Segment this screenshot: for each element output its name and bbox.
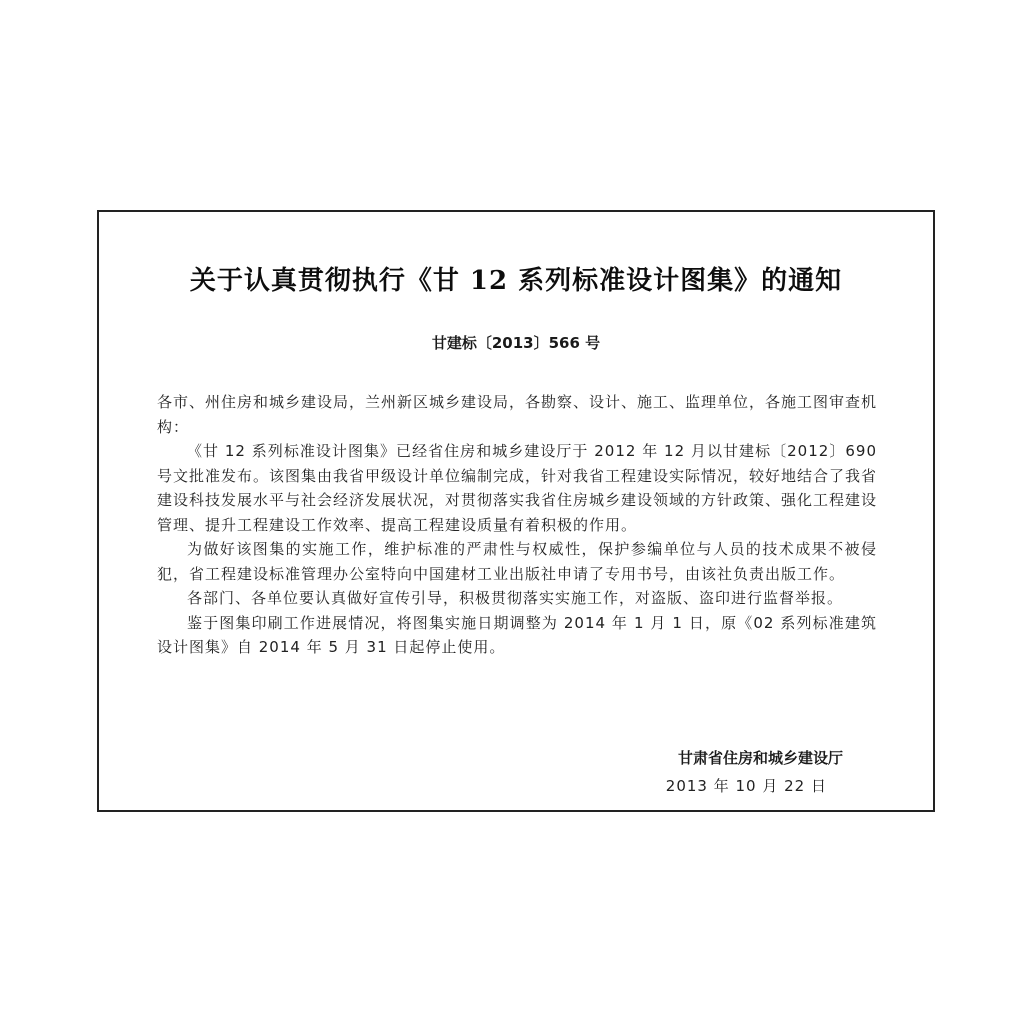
- paragraph-supervision: 各部门、各单位要认真做好宣传引导，积极贯彻落实实施工作，对盗版、盗印进行监督举报。: [187, 589, 844, 607]
- salutation: 各市、州住房和城乡建设局，兰州新区城乡建设局，各勘察、设计、施工、监理单位，各施工图审查机构：: [157, 393, 878, 436]
- paragraph-effective-date: 鉴于图集印刷工作进展情况，将图集实施日期调整为 2014 年 1 月 1 日，原《02 系列标准建筑设计图集》自 2014 年 5 月 31 日起停止使用。: [157, 613, 877, 656]
- notice-body: [157, 390, 877, 660]
- document-number: 甘建标〔2013〕566 号: [431, 334, 601, 352]
- notice-frame: [97, 210, 935, 812]
- signature-date: 2013 年 10 月 22 日: [665, 777, 827, 795]
- paragraph-publication: 《甘 12 系列标准设计图集》已经省住房和城乡建设厅于 2012 年 12 月以甘建标〔2012〕690 号文批准发布。该图集由我省甲级设计单位编制完成，针对我省工程建设实际情况，较好地结合了我省建设科技发展水平与社会经济发展状况，对贯彻落实我省住房城乡建设领域的方针政策、强化工程建设管理、提升工程建设工作效率、提高工程建设质量有着积极的作用。: [157, 442, 878, 534]
- paragraph-implementation: 为做好该图集的实施工作，维护标准的严肃性与权威性，保护参编单位与人员的技术成果不被侵犯，省工程建设标准管理办公室特向中国建材工业出版社申请了专用书号，由该社负责出版工作。: [157, 540, 877, 583]
- signature-organization: 甘肃省住房和城乡建设厅: [677, 749, 843, 767]
- notice-title: 关于认真贯彻执行《甘 12 系列标准设计图集》的通知: [189, 266, 843, 296]
